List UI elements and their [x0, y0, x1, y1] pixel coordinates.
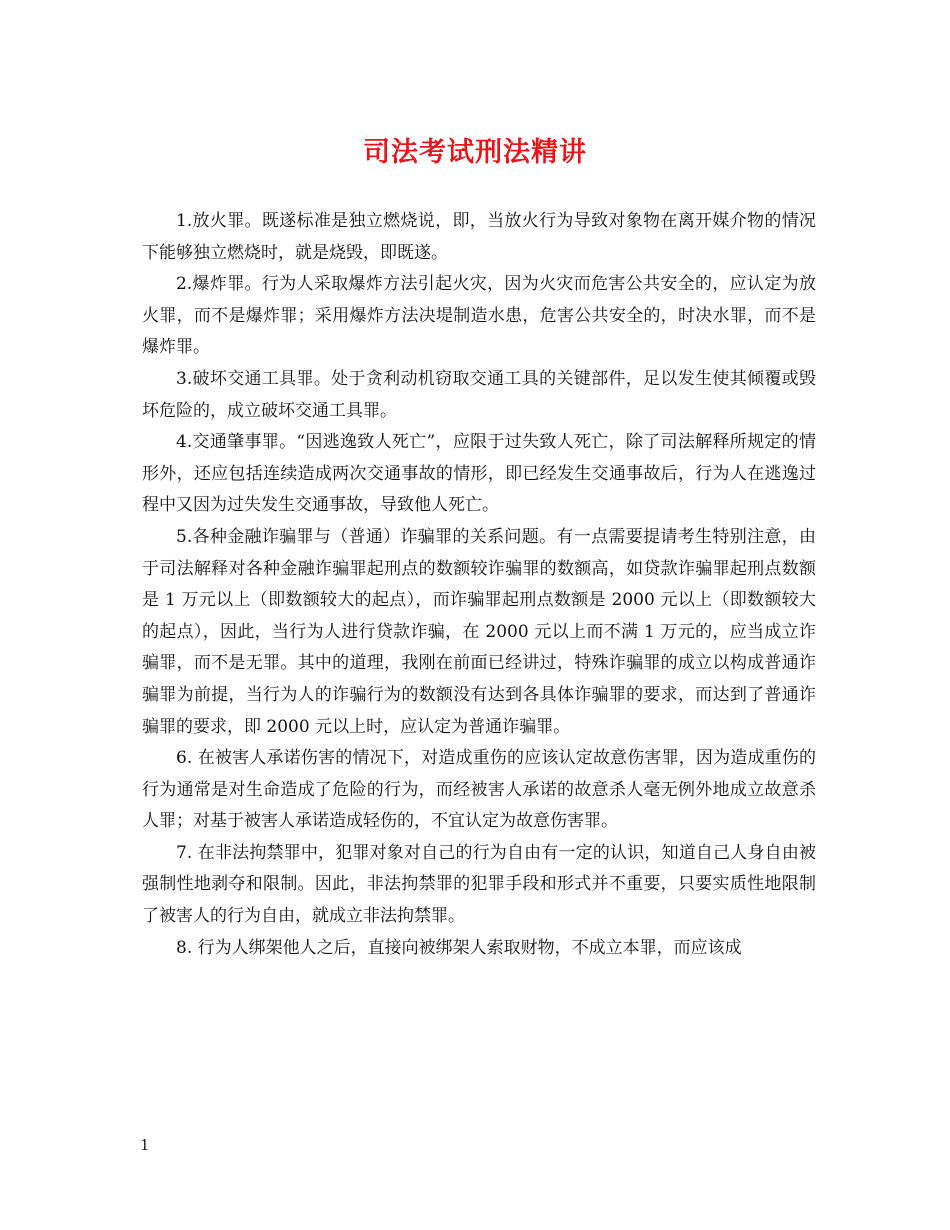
paragraph-4: 4.交通肇事罪。“因逃逸致人死亡”，应限于过失致人死亡，除了司法解释所规定的情形外，还应包括连续造成两次交通事故的情形，即已经发生交通事故后，行为人在逃逸过程中又因为过失发生交通事故，导致他人死亡。: [142, 432, 816, 516]
paragraph-7: 7. 在非法拘禁罪中，犯罪对象对自己的行为自由有一定的认识，知道自己人身自由被强制性地剥夺和限制。因此，非法拘禁罪的犯罪手段和形式并不重要，只要实质性地限制了被害人的行为自由，就成立非法拘禁罪。: [142, 842, 816, 927]
paragraph-6: 6. 在被害人承诺伤害的情况下，对造成重伤的应该认定故意伤害罪，因为造成重伤的行为通常是对生命造成了危险的行为，而经被害人承诺的故意杀人毫无例外地成立故意杀人罪；对基于被害人承诺造成轻伤的，不宜认定为故意伤害罪。: [142, 748, 816, 832]
page-number: 1: [140, 1136, 150, 1154]
paragraph-1: 1.放火罪。既遂标准是独立燃烧说，即，当放火行为导致对象物在离开媒介物的情况下能够独立燃烧时，就是烧毁，即既遂。: [142, 211, 816, 263]
paragraph-8: 8. 行为人绑架他人之后，直接向被绑架人索取财物，不成立本罪，而应该成: [176, 937, 742, 958]
paragraph-2: 2.爆炸罪。行为人采取爆炸方法引起火灾，因为火灾而危害公共安全的，应认定为放火罪，而不是爆炸罪；采用爆炸方法决堤制造水患，危害公共安全的，时决水罪，而不是爆炸罪。: [142, 274, 816, 358]
document-title: 司法考试刑法精讲: [363, 137, 587, 168]
paragraph-3: 3.破坏交通工具罪。处于贪利动机窃取交通工具的关键部件，足以发生使其倾覆或毁坏危险的，成立破坏交通工具罪。: [142, 368, 816, 421]
paragraph-5: 5.各种金融诈骗罪与（普通）诈骗罪的关系问题。有一点需要提请考生特别注意，由于司法解释对各种金融诈骗罪起刑点的数额较诈骗罪的数额高，如贷款诈骗罪起刑点数额是 1 万元以上（即数额较大的起点），而诈骗罪起刑点数额是 2000 元以上（即数额较大的起点），因此，当行为人进行贷款诈骗，在 2000 元以上而不满 1 万元的，应当成立诈骗罪，而不是无罪。其中的道理，我刚在前面已经讲过，特殊诈骗罪的成立以构成普通诈骗罪为前提，当行为人的诈骗行为的数额没有达到各具体诈骗罪的要求，而达到了普通诈骗罪的要求，即 2000 元以上时，应认定为普通诈骗罪。: [142, 526, 816, 737]
document-body: [142, 206, 816, 964]
